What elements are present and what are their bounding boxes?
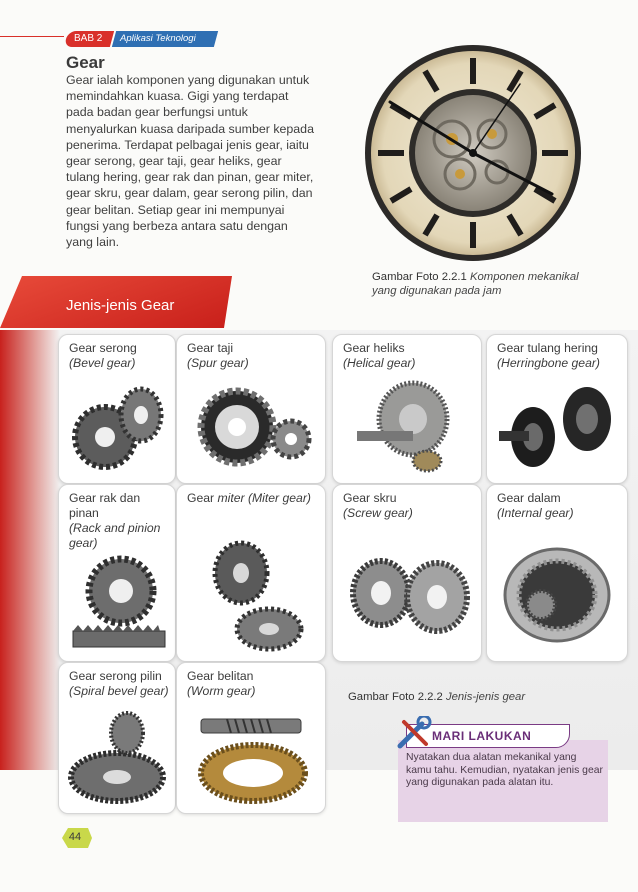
gear-name: Gear serong — [69, 341, 137, 355]
gear-english: (Spiral bevel gear) — [69, 684, 169, 698]
herringbone-gear-image — [495, 379, 623, 475]
gear-english: (Helical gear) — [343, 356, 416, 370]
gear-name: Gear taji — [187, 341, 234, 355]
chapter-badge: BAB 2 — [64, 31, 115, 47]
worm-gear-image — [187, 711, 317, 807]
gears-caption: Gambar Foto 2.2.2 Jenis-jenis gear — [348, 691, 526, 704]
gear-name: Gear rak dan pinan — [69, 491, 141, 520]
spiral-bevel-gear-image — [65, 707, 171, 807]
intro-paragraph: Gear ialah komponen yang digunakan untuk memindahkan kuasa. Gigi yang terdapat pada badan gear berfungsi untuk menyalurkan kuasa daripada sumber kepada penerima. Terdapat pelbagai jenis gear, iaitu gear serong, gear taji, gear heliks, gear tulang hering, gear rak dan pinan, gear miter, gear skru, gear dalam, gear serong pilin, dan gear belitan. Setiap gear ini mempunyai fungsi yang berbeza antara satu dengan yang lain. — [66, 73, 314, 250]
gear-english: (Spur gear) — [187, 356, 249, 370]
section-accent — [0, 330, 60, 770]
card-internal-gear — [486, 484, 628, 662]
card-helical-gear — [332, 334, 482, 484]
card-screw-gear — [332, 484, 482, 662]
gear-english: (Herringbone gear) — [497, 356, 600, 370]
gear-name: Gear belitan — [187, 669, 254, 683]
gear-name: Gear skru — [343, 491, 397, 505]
card-herringbone-gear — [486, 334, 628, 484]
gear-english: (Internal gear) — [497, 506, 574, 520]
topic-badge: Aplikasi Teknologi — [112, 31, 218, 47]
helical-gear-image — [343, 379, 473, 475]
gear-english: miter (Miter gear) — [217, 491, 311, 505]
internal-gear-image — [495, 539, 623, 651]
card-rack-pinion-gear — [58, 484, 176, 662]
screw-gear-image — [341, 545, 475, 645]
clock-caption: Gambar Foto 2.2.1 Komponen mekanikal yang digunakan pada jam — [372, 271, 579, 297]
clock-photo — [352, 44, 594, 262]
gear-english: (Screw gear) — [343, 506, 413, 520]
page-title: Gear — [66, 53, 105, 72]
header-rule — [0, 36, 64, 37]
activity-title: MARI LAKUKAN — [432, 729, 532, 743]
page-number: 44 — [68, 831, 82, 843]
spur-gear-image — [187, 379, 317, 475]
gear-name: Gear heliks — [343, 341, 405, 355]
card-bevel-gear — [58, 334, 176, 484]
gear-english: (Rack and pinion gear) — [69, 521, 161, 550]
bevel-gear-image — [69, 379, 169, 475]
card-spiral-bevel-gear — [58, 662, 176, 814]
card-miter-gear — [176, 484, 326, 662]
rack-pinion-image — [67, 551, 171, 655]
activity-text: Nyatakan dua alatan mekanikal yang kamu tahu. Kemudian, nyatakan jenis gear yang digunakan pada alatan itu. — [406, 752, 603, 789]
card-spur-gear — [176, 334, 326, 484]
tools-icon — [396, 716, 434, 750]
gear-english: (Bevel gear) — [69, 356, 136, 370]
gear-name: Gear serong pilin — [69, 669, 162, 683]
gear-name: Gear tulang hering — [497, 341, 598, 355]
card-worm-gear — [176, 662, 326, 814]
gear-name: Gear — [187, 491, 215, 505]
miter-gear-image — [191, 533, 315, 653]
gear-name: Gear dalam — [497, 491, 561, 505]
section-title: Jenis-jenis Gear — [66, 297, 175, 314]
gear-english: (Worm gear) — [187, 684, 256, 698]
